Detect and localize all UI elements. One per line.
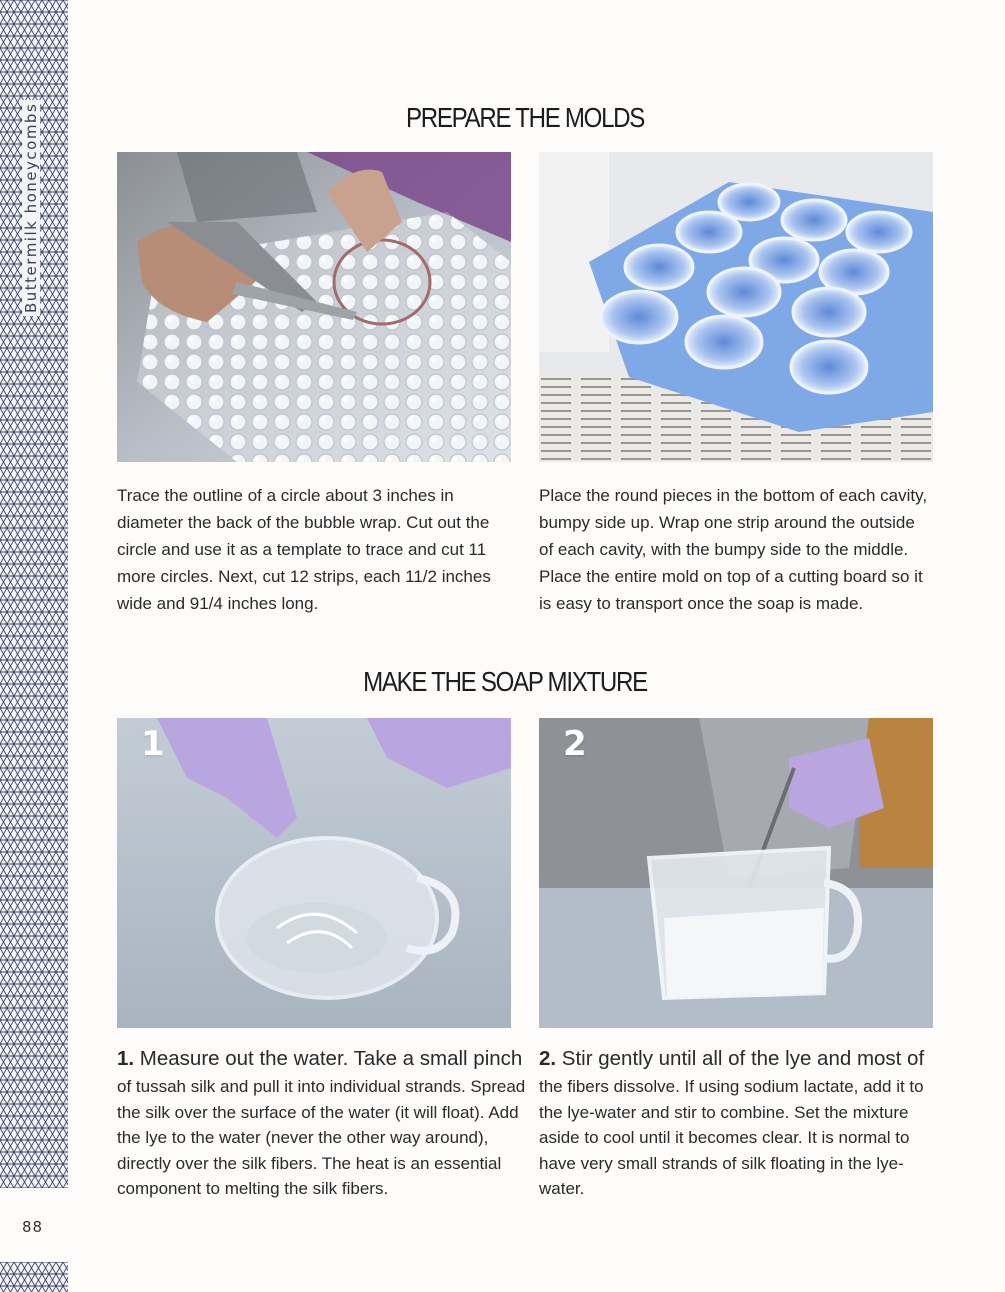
step-2-number: 2	[563, 724, 587, 764]
step-1-text	[117, 1044, 527, 1202]
step-2-lead	[539, 1044, 939, 1074]
step-2-lead-text: Stir gently until all of the lye and most of	[556, 1047, 925, 1070]
step-2-text	[539, 1044, 939, 1202]
step-1-number: 1	[141, 724, 165, 764]
step-1-label: 1.	[117, 1047, 135, 1070]
step-2-body: the fibers dissolve. If using sodium lactate, add it to the lye-water and stir to combine. Set the mixture aside to cool until it becomes clear. It is normal to have very small strands of silk floating in the lye-water.	[539, 1077, 924, 1198]
section-title-molds: PREPARE THE MOLDS	[405, 102, 645, 133]
step-1-body: of tussah silk and pull it into individual strands. Spread the silk over the surface of the water (it will float). Add the lye to the water (never the other way around), directly over the silk fibers. The heat is an essential component to melting the silk fibers.	[117, 1077, 526, 1198]
page-number: 88	[22, 1218, 44, 1236]
photo-blue-mold	[539, 152, 933, 462]
sidebar-label: Buttermilk honeycombs	[22, 100, 40, 316]
photo-step-1-silk-water	[117, 718, 511, 1028]
sidebar-pattern-bottom	[0, 1262, 68, 1292]
step-2-label: 2.	[539, 1047, 557, 1070]
step-1-lead	[117, 1044, 527, 1074]
step-1-lead-text: Measure out the water. Take a small pinch	[134, 1047, 523, 1070]
caption-prepare-left: Trace the outline of a circle about 3 inches in diameter the back of the bubble wrap. Cut out the circle and use it as a template to trace and cut 11 more circles. Next, cut 12 strips, each 11/2 inches wide and 91/4 inches long.	[117, 486, 491, 613]
photo-cutting-bubble-wrap	[117, 152, 511, 462]
caption-prepare-right: Place the round pieces in the bottom of each cavity, bumpy side up. Wrap one strip around the outside of each cavity, with the bumpy side to the middle. Place the entire mold on top of a cutting board so it is easy to transport once the soap is made.	[539, 486, 928, 613]
photo-step-2-stirring	[539, 718, 933, 1028]
section-title-mixture: MAKE THE SOAP MIXTURE	[363, 666, 647, 697]
